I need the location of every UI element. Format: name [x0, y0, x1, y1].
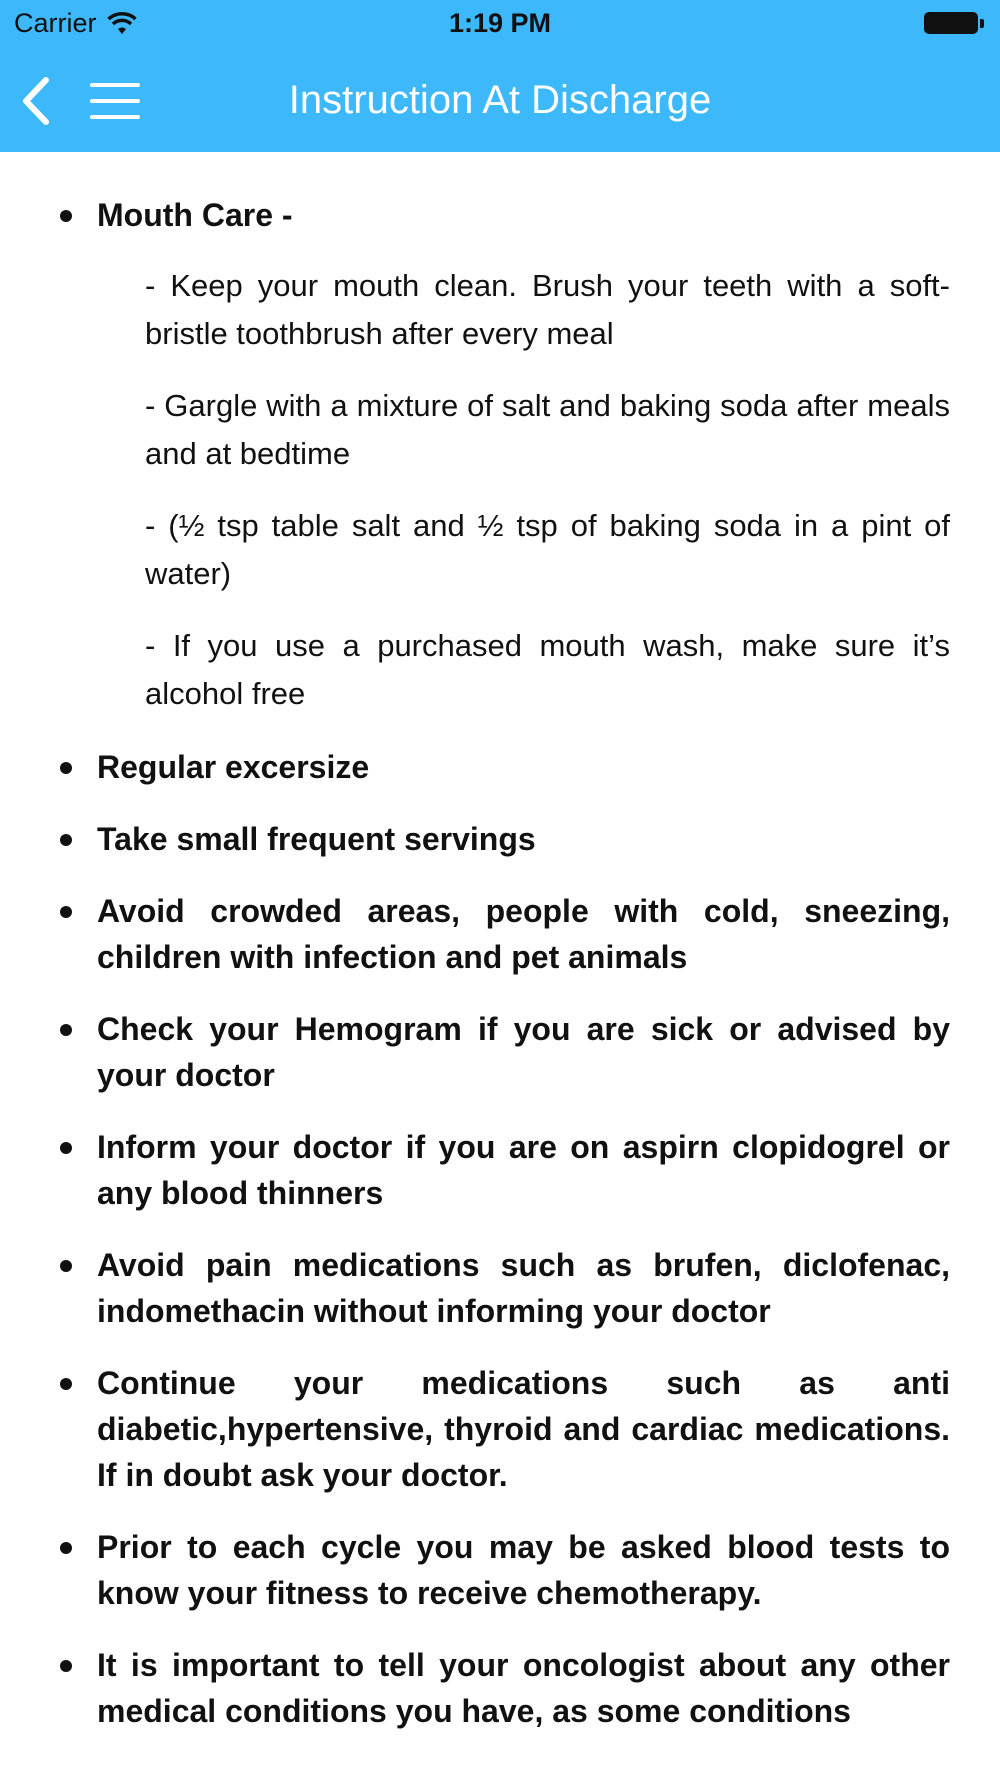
instruction-title: Regular excersize — [97, 749, 370, 785]
instruction-title: Take small frequent servings — [97, 821, 536, 857]
list-item — [55, 1242, 950, 1334]
sub-item: - Gargle with a mixture of salt and baking soda after meals and at bedtime — [145, 388, 950, 471]
list-item — [55, 192, 950, 718]
carrier-text: Carrier — [14, 8, 97, 38]
bullet-icon — [60, 1024, 72, 1036]
mouth-care-details — [97, 262, 950, 718]
list-item — [55, 816, 950, 862]
battery-icon — [924, 12, 978, 34]
instructions-content — [0, 152, 1000, 1760]
instruction-title: Avoid pain medications such as brufen, diclofenac, indomethacin without informing your doctor — [97, 1247, 950, 1329]
instruction-title: Inform your doctor if you are on aspirn clopidogrel or any blood thinners — [97, 1129, 950, 1211]
list-item — [55, 1642, 950, 1734]
sub-item: - Keep your mouth clean. Brush your teeth with a soft-bristle toothbrush after every meal — [145, 268, 950, 351]
sub-item: - (½ tsp table salt and ½ tsp of baking soda in a pint of water) — [145, 508, 950, 591]
instruction-title: Avoid crowded areas, people with cold, sneezing, children with infection and pet animals — [97, 893, 950, 975]
list-item — [55, 744, 950, 790]
bullet-icon — [60, 906, 72, 918]
instruction-title: Mouth Care - — [97, 197, 293, 233]
navigation-bar — [0, 50, 1000, 152]
bullet-icon — [60, 1378, 72, 1390]
instruction-title: Prior to each cycle you may be asked blood tests to know your fitness to receive chemotherapy. — [97, 1529, 950, 1611]
bullet-icon — [60, 1260, 72, 1272]
bullet-icon — [60, 762, 72, 774]
list-item — [55, 1360, 950, 1498]
instruction-title: It is important to tell your oncologist about any other medical conditions you have, as some conditions — [97, 1647, 950, 1729]
list-item — [55, 888, 950, 980]
bullet-icon — [60, 1542, 72, 1554]
instruction-title: Check your Hemogram if you are sick or advised by your doctor — [97, 1011, 950, 1093]
status-bar — [0, 0, 1000, 50]
status-time: 1:19 PM — [448, 8, 552, 38]
page-title: Instruction At Discharge — [288, 78, 712, 122]
list-item — [55, 1006, 950, 1098]
bullet-icon — [60, 1142, 72, 1154]
bullet-icon — [60, 1660, 72, 1672]
top-bar — [0, 0, 1000, 152]
bullet-icon — [60, 834, 72, 846]
instructions-list — [55, 192, 950, 1734]
instruction-title: Continue your medications such as anti diabetic,hypertensive, thyroid and cardiac medications. If in doubt ask your doctor. — [97, 1365, 950, 1493]
sub-item: - If you use a purchased mouth wash, make sure it’s alcohol free — [145, 628, 950, 711]
list-item — [55, 1524, 950, 1616]
bullet-icon — [60, 210, 72, 222]
list-item — [55, 1124, 950, 1216]
